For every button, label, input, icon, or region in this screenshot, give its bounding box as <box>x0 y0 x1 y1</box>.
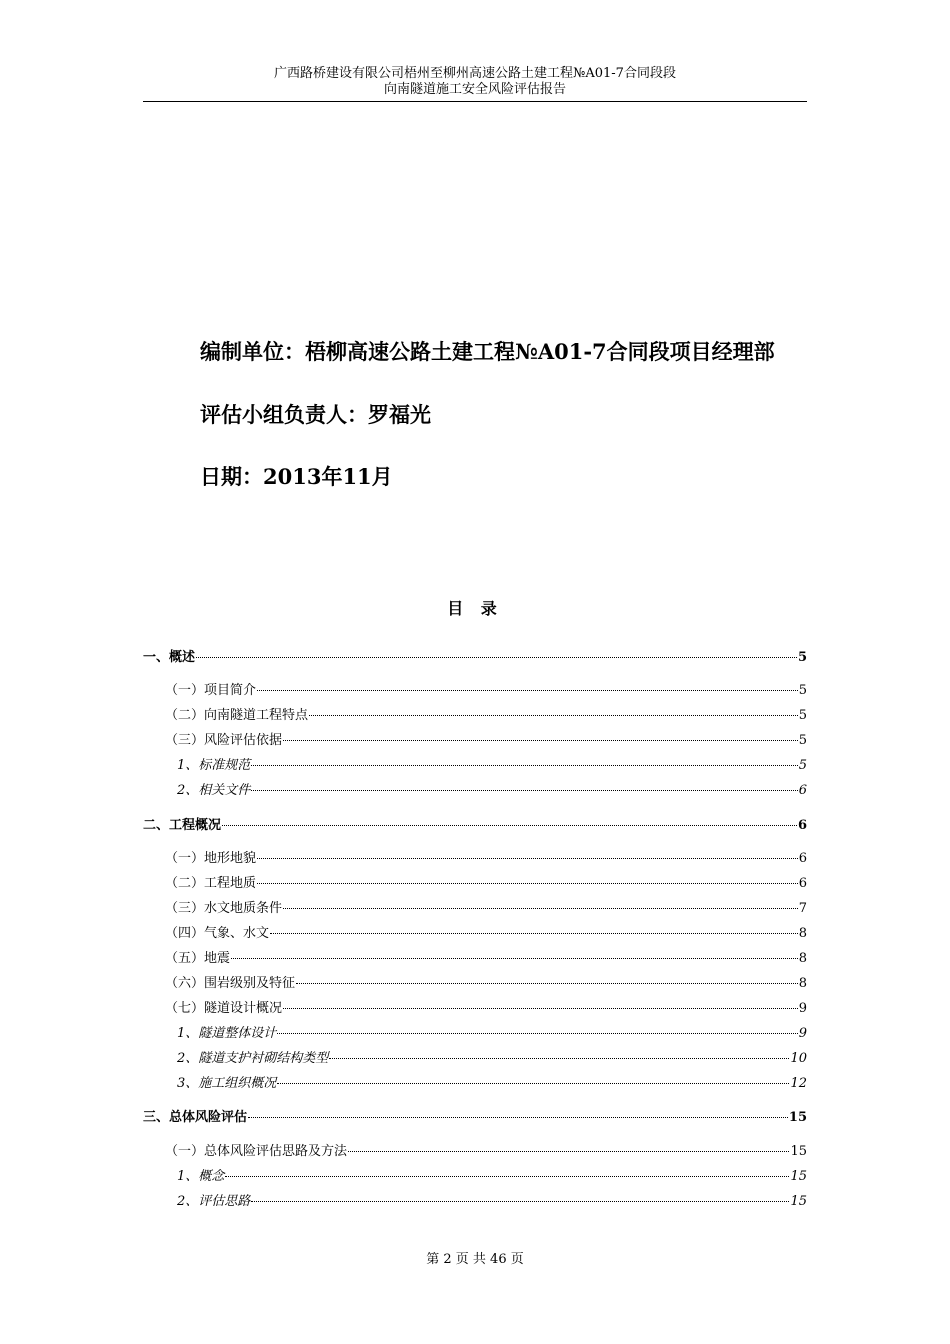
toc-entry-title: （六）围岩级别及特征 <box>165 976 296 991</box>
toc-entry-page: 6 <box>798 851 807 866</box>
toc-entry-page: 15 <box>790 1169 807 1184</box>
header-report-line: 向南隧道施工安全风险评估报告 <box>383 82 566 97</box>
toc-entry-title: 1、隧道整体设计 <box>177 1026 277 1041</box>
toc-entry[interactable] <box>143 1165 807 1184</box>
header-rule <box>143 101 807 102</box>
team-leader: 评估小组负责人：罗福光 <box>200 402 431 427</box>
toc-entry[interactable] <box>143 847 807 866</box>
toc-entry[interactable] <box>143 1072 807 1091</box>
toc-entry-title: （五）地震 <box>165 951 231 966</box>
toc-entry-title: 2、相关文件 <box>177 783 251 798</box>
compiling-unit: 编制单位：梧柳高速公路土建工程№A01-7合同段项目经理部 <box>200 339 775 364</box>
toc-entry-page: 6 <box>798 876 807 891</box>
toc-entry-page: 9 <box>798 1026 807 1041</box>
toc-entry-page: 6 <box>797 818 807 833</box>
toc-entry-page: 9 <box>798 1001 807 1016</box>
toc-entry-page: 12 <box>790 1076 807 1091</box>
header-company-line: 广西路桥建设有限公司梧州至柳州高速公路土建工程№A01-7合同段段 <box>274 66 676 81</box>
report-date: 日期：2013年11月 <box>200 464 393 489</box>
toc-entry[interactable] <box>143 1022 807 1041</box>
toc-entry[interactable] <box>143 646 807 665</box>
toc-dot-leader <box>277 1083 789 1084</box>
toc-entry-title: 一、概述 <box>143 650 196 665</box>
toc-entry-page: 15 <box>790 1194 807 1209</box>
toc-dot-leader <box>248 1117 788 1118</box>
toc-entry-page: 6 <box>798 783 807 798</box>
toc-entry-page: 5 <box>798 683 807 698</box>
toc-entry-page: 5 <box>798 708 807 723</box>
toc-entry-title: （一）总体风险评估思路及方法 <box>165 1144 348 1159</box>
toc-entry[interactable] <box>143 729 807 748</box>
toc-entry-title: 2、隧道支护衬砌结构类型 <box>177 1051 329 1066</box>
toc-dot-leader <box>196 657 797 658</box>
toc-entry[interactable] <box>143 922 807 941</box>
toc-entry-page: 10 <box>790 1051 807 1066</box>
toc-title: 目 录 <box>447 599 503 618</box>
toc-dot-leader <box>296 983 798 984</box>
toc-entry[interactable] <box>143 1106 807 1125</box>
toc-entry-page: 5 <box>798 758 807 773</box>
toc-entry-page: 8 <box>798 976 807 991</box>
toc-entry-title: 1、概念 <box>177 1169 225 1184</box>
toc-entry[interactable] <box>143 872 807 891</box>
toc-entry-page: 15 <box>790 1144 807 1159</box>
toc-dot-leader <box>257 883 798 884</box>
toc-entry-title: （二）工程地质 <box>165 876 257 891</box>
toc-dot-leader <box>270 933 798 934</box>
toc-dot-leader <box>277 1033 797 1034</box>
toc-entry-title: （七）隧道设计概况 <box>165 1001 283 1016</box>
toc-entry[interactable] <box>143 704 807 723</box>
toc-entry-title: 3、施工组织概况 <box>177 1076 277 1091</box>
toc-dot-leader <box>251 1201 789 1202</box>
toc-entry-title: （一）项目简介 <box>165 683 257 698</box>
toc-entry-page: 5 <box>798 733 807 748</box>
toc-entry[interactable] <box>143 814 807 833</box>
toc-dot-leader <box>257 690 798 691</box>
toc-dot-leader <box>348 1151 789 1152</box>
toc-entry-page: 8 <box>798 926 807 941</box>
toc-entry-title: （三）水文地质条件 <box>165 901 283 916</box>
toc-entry-title: （一）地形地貌 <box>165 851 257 866</box>
toc-entry[interactable] <box>143 1190 807 1209</box>
toc-entry[interactable] <box>143 947 807 966</box>
toc-entry-title: 2、评估思路 <box>177 1194 251 1209</box>
toc-entry-page: 8 <box>798 951 807 966</box>
page-header <box>143 66 807 98</box>
toc-dot-leader <box>257 858 798 859</box>
toc-entry[interactable] <box>143 897 807 916</box>
toc-entry-page: 7 <box>798 901 807 916</box>
toc-dot-leader <box>222 825 797 826</box>
toc-entry-title: （四）气象、水文 <box>165 926 270 941</box>
toc-dot-leader <box>251 790 797 791</box>
toc-dot-leader <box>225 1176 789 1177</box>
toc-dot-leader <box>231 958 798 959</box>
toc-entry[interactable] <box>143 779 807 798</box>
toc-entry-title: （二）向南隧道工程特点 <box>165 708 309 723</box>
toc-entry-title: 1、标准规范 <box>177 758 251 773</box>
toc-entry-title: 二、工程概况 <box>143 818 222 833</box>
toc-dot-leader <box>309 715 798 716</box>
toc-dot-leader <box>283 740 798 741</box>
toc-entry-page: 15 <box>788 1110 807 1125</box>
toc-entry-page: 5 <box>797 650 807 665</box>
toc-entry[interactable] <box>143 972 807 991</box>
toc-dot-leader <box>283 908 798 909</box>
toc-entry[interactable] <box>143 997 807 1016</box>
toc-entry[interactable] <box>143 1047 807 1066</box>
toc-entry-title: 三、总体风险评估 <box>143 1110 248 1125</box>
toc-dot-leader <box>329 1058 789 1059</box>
toc-dot-leader <box>251 765 797 766</box>
toc-entry[interactable] <box>143 1140 807 1159</box>
toc-entry[interactable] <box>143 679 807 698</box>
page-footer: 第 2 页 共 46 页 <box>426 1252 524 1267</box>
toc-dot-leader <box>283 1008 798 1009</box>
toc-entry-title: （三）风险评估依据 <box>165 733 283 748</box>
toc-entry[interactable] <box>143 754 807 773</box>
